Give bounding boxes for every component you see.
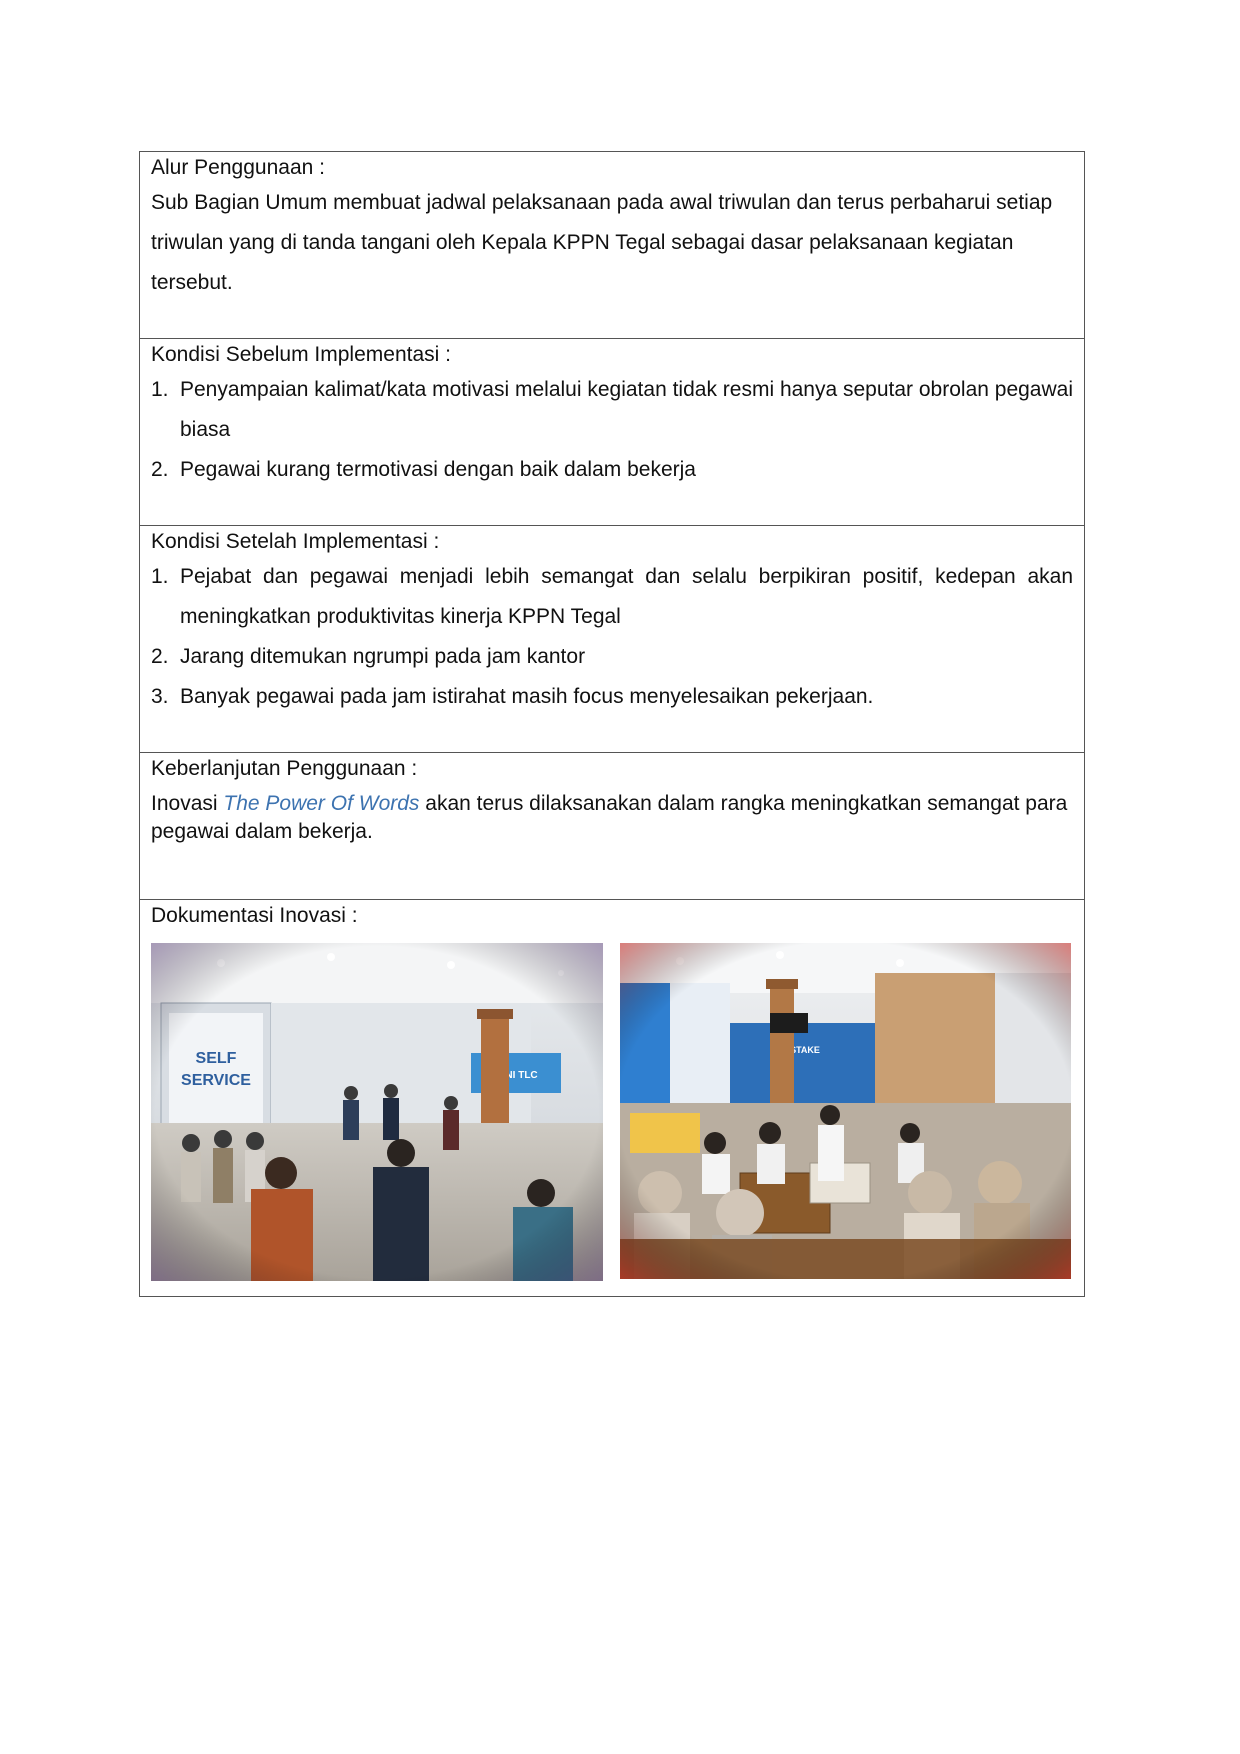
section-heading: Kondisi Setelah Implementasi : — [151, 530, 440, 553]
section-heading: Keberlanjutan Penggunaan : — [151, 757, 418, 780]
section-dokumentasi — [140, 900, 1084, 1296]
numbered-list — [151, 370, 1073, 490]
list-item: 1. Penyampaian kalimat/kata motivasi melalui kegiatan tidak resmi hanya seputar obrolan pegawai biasa — [151, 378, 1073, 441]
section-body: Sub Bagian Umum membuat jadwal pelaksanaan pada awal triwulan dan terus perbaharui setiap triwulan yang di tanda tangani oleh Kepala KPPN Tegal sebagai dasar pelaksanaan kegiatan tersebut. — [151, 191, 1053, 294]
innovation-name: The Power Of Words — [223, 792, 420, 815]
list-item: 2. Jarang ditemukan ngrumpi pada jam kantor — [151, 645, 586, 668]
documentation-photo-2 — [620, 943, 1071, 1279]
list-item: 2. Pegawai kurang termotivasi dengan baik dalam bekerja — [151, 458, 696, 481]
documentation-photo-1 — [151, 943, 603, 1281]
numbered-list — [151, 557, 1073, 717]
photo-gallery — [151, 931, 1073, 1281]
section-keberlanjutan — [140, 753, 1084, 900]
list-item: 3. Banyak pegawai pada jam istirahat masih focus menyelesaikan pekerjaan. — [151, 685, 874, 708]
section-body: Inovasi The Power Of Words akan terus dilaksanakan dalam rangka meningkatkan semangat para pegawai dalam bekerja. — [151, 792, 1068, 843]
section-alur-penggunaan — [140, 152, 1084, 339]
list-item: 1. Pejabat dan pegawai menjadi lebih semangat dan selalu berpikiran positif, kedepan akan meningkatkan produktivitas kinerja KPPN Tegal — [151, 565, 1073, 628]
section-heading: Dokumentasi Inovasi : — [151, 904, 358, 927]
section-kondisi-setelah — [140, 526, 1084, 753]
section-kondisi-sebelum — [140, 339, 1084, 526]
section-heading: Kondisi Sebelum Implementasi : — [151, 343, 451, 366]
section-heading: Alur Penggunaan : — [151, 156, 325, 179]
document-table — [139, 151, 1085, 1297]
